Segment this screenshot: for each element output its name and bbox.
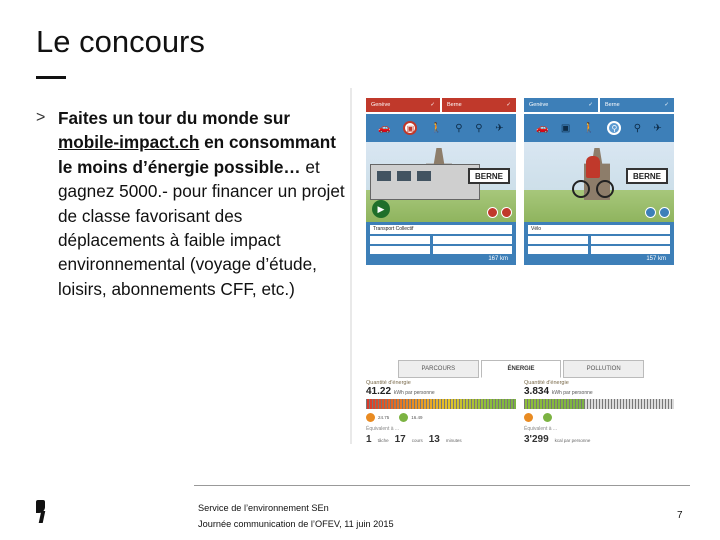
renewable-dot-icon <box>399 413 408 422</box>
distance-readout <box>370 256 512 262</box>
transport-mode-selector <box>524 114 674 142</box>
energy-bar <box>524 399 674 409</box>
bullet-goal: en consommant le moins d’énergie possible… <box>58 132 336 177</box>
equiv-3-unit: minutes <box>445 438 462 443</box>
equiv-2-unit: cours <box>411 438 423 443</box>
energy-bar <box>366 399 516 409</box>
app-screenshot <box>350 88 686 444</box>
energy-value: 3.834 kWh par personne <box>524 386 593 397</box>
origin-tab[interactable] <box>366 98 440 112</box>
param-field[interactable] <box>370 236 430 244</box>
bike-icon[interactable]: ⚲ <box>455 122 463 134</box>
trip-form-right <box>524 222 674 265</box>
transport-mode-selector <box>366 114 516 142</box>
route-tabs-right <box>524 98 674 112</box>
bullet-rest: et gagnez 5000.- pour financer un projet de classe favorisant des déplacements à faible impact environnemental (voyage d’étude, loisirs, abonnements CFF, etc.) <box>58 156 345 299</box>
origin-tab[interactable] <box>524 98 598 112</box>
equiv-1: 1 <box>366 434 372 444</box>
map-pins <box>487 207 512 218</box>
distance-value: 167 km <box>488 256 508 262</box>
bullet-lead: Faites un tour du monde sur <box>58 108 291 128</box>
param-field[interactable] <box>370 246 430 254</box>
bullet-arrow-icon: > <box>36 109 46 126</box>
mode-select[interactable]: Transport Collectif <box>370 225 512 234</box>
energy-label: Quantité d'énergie <box>524 380 569 386</box>
screenshot-header <box>364 88 680 98</box>
route-tabs-left <box>366 98 516 112</box>
equiv-1-unit: tâche <box>377 438 389 443</box>
bike-icon[interactable]: ⚲ <box>607 121 621 135</box>
origin-label: Genève <box>371 102 391 108</box>
energy-unit: kWh par personne <box>393 390 435 396</box>
walk-icon[interactable]: 🚶 <box>582 122 596 134</box>
play-icon[interactable]: ▶ <box>372 200 390 218</box>
comparison-left <box>366 98 516 360</box>
distance-readout <box>528 256 670 262</box>
distance-value: 157 km <box>646 256 666 262</box>
footer-text <box>198 500 394 532</box>
train-illustration <box>366 142 516 222</box>
check-icon: ✓ <box>506 102 511 108</box>
check-icon: ✓ <box>664 102 669 108</box>
param-field[interactable] <box>528 236 588 244</box>
slide-title: Le concours <box>36 24 205 59</box>
destination-tab[interactable] <box>442 98 516 112</box>
destination-label: Berne <box>605 102 620 108</box>
energy-unit: kWh par personne <box>551 390 593 396</box>
legend-value: 24.75 <box>378 415 390 420</box>
param-field[interactable] <box>528 246 588 254</box>
check-icon: ✓ <box>588 102 593 108</box>
scooter-icon[interactable]: ⚲ <box>475 122 483 134</box>
energy-panel-left <box>366 380 516 444</box>
footer-line-1: Service de l’environnement SEn <box>198 503 329 513</box>
destination-tab[interactable] <box>600 98 674 112</box>
renewable-dot-icon <box>543 413 552 422</box>
equiv-1: 3'299 <box>524 434 549 444</box>
origin-label: Genève <box>529 102 549 108</box>
equiv-3: 13 <box>428 434 440 444</box>
result-tabs <box>398 360 644 378</box>
train-graphic <box>370 164 480 200</box>
tab-parcours[interactable]: PARCOURS <box>398 360 479 378</box>
map-pins <box>645 207 670 218</box>
title-underline <box>36 76 66 79</box>
param-value[interactable] <box>433 246 512 254</box>
energy-label: Quantité d'énergie <box>366 380 411 386</box>
energy-panel-right <box>524 380 674 444</box>
equivalent-label: Équivalent à ... <box>366 426 400 432</box>
destination-sign: BERNE <box>468 168 510 184</box>
energy-legend <box>366 413 516 422</box>
scooter-icon[interactable]: ⚲ <box>633 122 642 134</box>
car-icon[interactable]: 🚗 <box>378 122 391 134</box>
footer-line-2: Journée communication de l’OFEV, 11 juin 2015 <box>198 519 394 529</box>
bullet-point <box>36 106 346 301</box>
cyclist-graphic <box>572 156 612 200</box>
destination-sign: BERNE <box>626 168 668 184</box>
fossil-dot-icon <box>524 413 533 422</box>
equiv-1-unit: kcal par personne <box>554 438 591 443</box>
equiv-2: 17 <box>394 434 406 444</box>
footer-divider <box>194 485 690 486</box>
equivalent-values <box>524 434 674 444</box>
comparison-right <box>524 98 674 360</box>
walk-icon[interactable]: 🚶 <box>430 122 443 134</box>
energy-value: 41.22 kWh par personne <box>366 386 435 397</box>
tab-energie[interactable]: ÉNERGIE <box>481 360 562 378</box>
bus-icon[interactable]: ▣ <box>403 121 417 135</box>
canton-logo-icon <box>36 500 46 524</box>
trip-form-left <box>366 222 516 265</box>
param-value[interactable] <box>433 236 512 244</box>
energy-legend <box>524 413 674 422</box>
bullet-text <box>58 106 346 301</box>
mobile-impact-link[interactable]: mobile-impact.ch <box>58 132 200 153</box>
equivalent-values <box>366 434 516 444</box>
equivalent-label: Équivalent à ... <box>524 426 558 432</box>
destination-label: Berne <box>447 102 462 108</box>
plane-icon[interactable]: ✈ <box>495 122 504 134</box>
page-number: 7 <box>677 510 683 521</box>
param-value[interactable] <box>591 246 670 254</box>
plane-icon[interactable]: ✈ <box>653 122 662 134</box>
fossil-dot-icon <box>366 413 375 422</box>
mode-select[interactable]: Vélo <box>528 225 670 234</box>
car-icon[interactable]: 🚗 <box>536 122 549 134</box>
param-value[interactable] <box>591 236 670 244</box>
bike-illustration <box>524 142 674 222</box>
check-icon: ✓ <box>430 102 435 108</box>
legend-value: 16.49 <box>411 415 423 420</box>
tab-pollution[interactable]: POLLUTION <box>563 360 644 378</box>
bus-icon[interactable]: ▣ <box>560 122 571 134</box>
